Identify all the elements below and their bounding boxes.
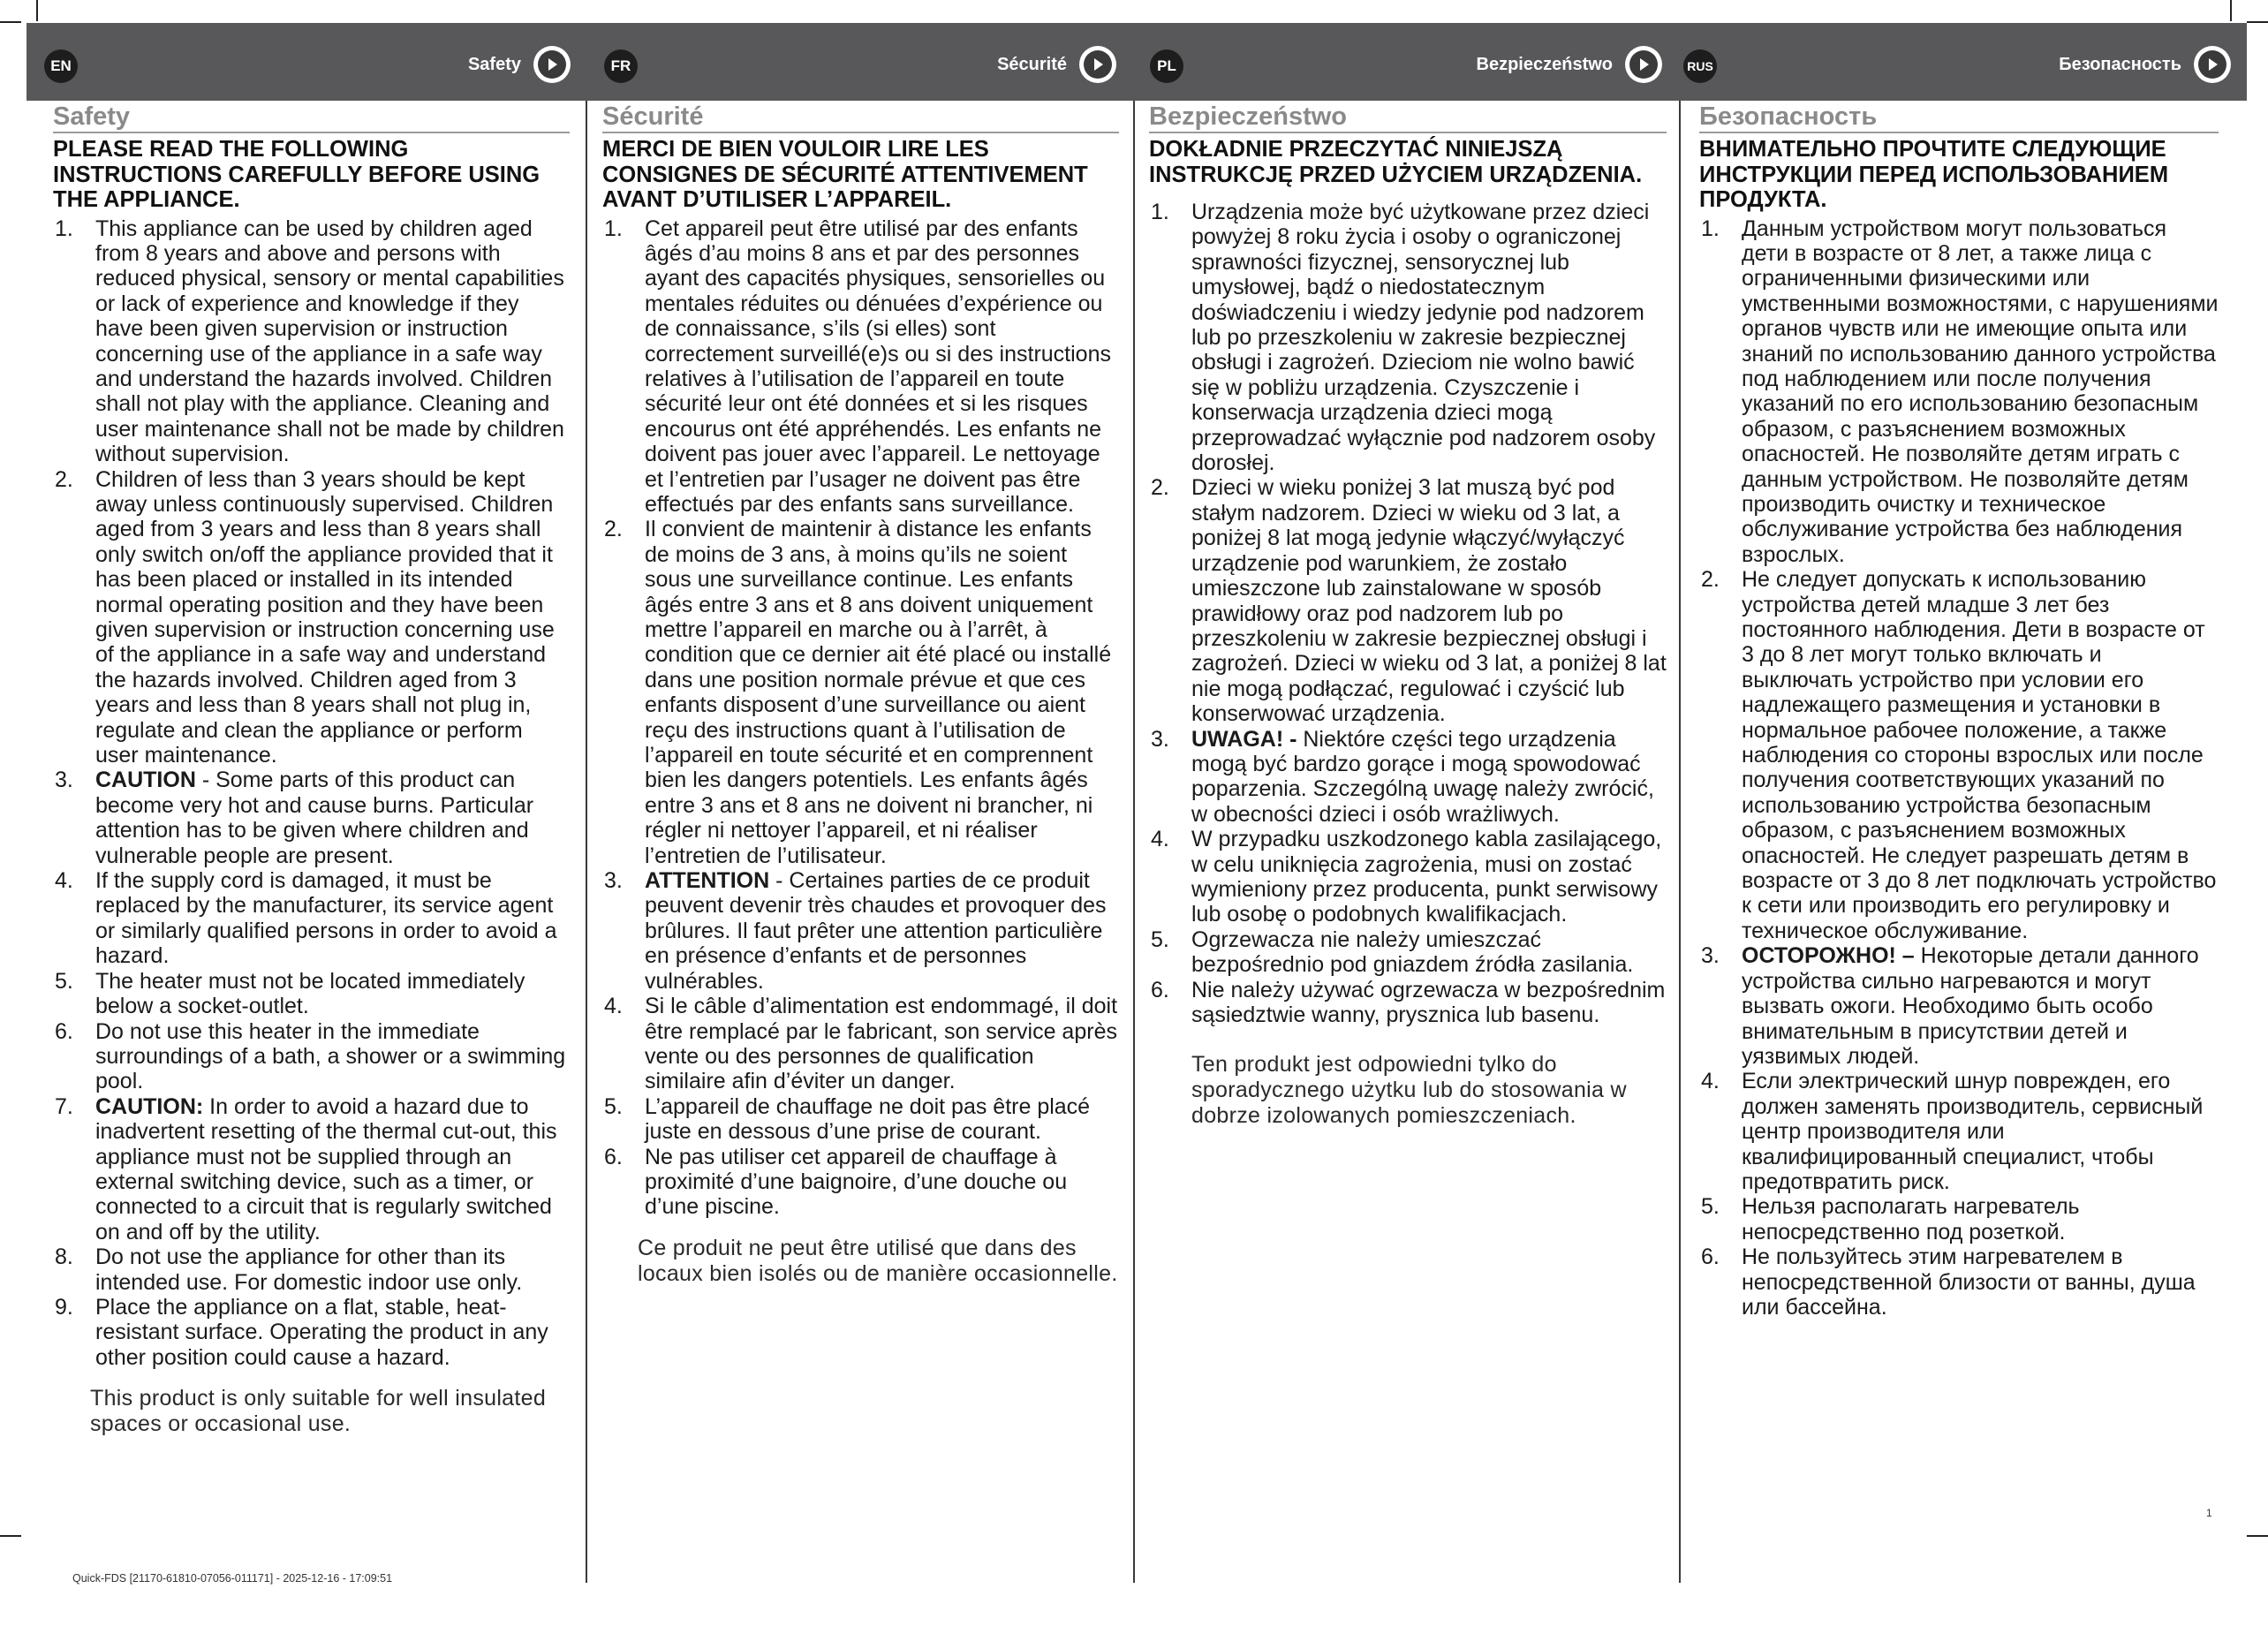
usage-note: Ce produit ne peut être utilisé que dans des locaux bien isolés ou de manière occasionnelle. bbox=[638, 1235, 1118, 1286]
intro-heading: PLEASE READ THE FOLLOWING INSTRUCTIONS CAREFULLY BEFORE USING THE APPLIANCE. bbox=[53, 137, 541, 212]
lang-badge: EN bbox=[44, 49, 78, 83]
list-item: 1. This appliance can be used by children aged from 8 years and above and persons with reduced physical, sensory or mental capabilities or lack of experience and knowledge if they have been given supervision or instruction concerning use of the appliance in a safe way and understand the hazards involved. Children shall not play with the appliance. Cleaning and user maintenance shall not be made by children without supervision. bbox=[55, 216, 564, 467]
instruction-list bbox=[1149, 200, 1667, 1027]
header-section-rus bbox=[1678, 23, 2247, 101]
list-item: 2. Dzieci w wieku poniżej 3 lat muszą być pod stałym nadzorem. Dzieci w wieku od 3 lat, a poniżej 8 lat mogą jedynie włączyć/wyłączyć urządzenie pod warunkiem, że zostało umieszczone lub zainstalowane w sposób prawidłowy oraz pod nadzorem lub po przeszkoleniu w zakresie bezpiecznej obsługi i zagrożeń. Dzieci w wieku od 3 lat, a poniżej 8 lat nie mogą podłączać, regulować i czyścić lub konserwować urządzenia. bbox=[1151, 475, 1667, 727]
lang-badge: RUS bbox=[1683, 49, 1717, 83]
crop-mark bbox=[0, 1535, 21, 1537]
list-item: 5. L’appareil de chauffage ne doit pas être placé juste en dessous d’une prise de courant. bbox=[604, 1093, 1091, 1145]
section-header-title: Safety bbox=[467, 55, 521, 74]
column-en bbox=[53, 101, 570, 1437]
list-item: 2. Children of less than 3 years should be kept away unless continuously supervised. Children aged from 3 years and less than 8 years shall only switch on/off the appliance provided that it has been placed or installed in its intended normal operating position and they have been given supervision or instruction concerning use of the appliance in a safe way and understand the hazards involved. Children aged from 3 years and less than 8 years shall not plug in, regulate and clean the appliance or perform user maintenance. bbox=[55, 466, 555, 768]
play-arrow-icon bbox=[1079, 46, 1116, 83]
header-bar bbox=[26, 23, 2247, 101]
list-item: 6. Не пользуйтесь этим нагревателем в непосредственной близости от ванны, душа или бассейна. bbox=[1701, 1244, 2196, 1320]
list-item: 4. If the supply cord is damaged, it must be replaced by the manufacturer, its service agent or similarly qualified persons in order to avoid a hazard. bbox=[55, 868, 557, 969]
list-item: 6. Do not use this heater in the immediate surroundings of a bath, a shower or a swimming pool. bbox=[55, 1018, 566, 1094]
list-item: 1. Urządzenia może być użytkowane przez dzieci powyżej 8 roku życia i osoby o ograniczonej sprawności fizycznej, sensorycznej lub umysłowej, bądź o niedostatecznym doświadczeniu i wiedzy jedynie pod nadzorem lub po przeszkoleniu w zakresie bezpiecznej obsługi i zagrożeń. Dzieciom nie wolno bawić się w pobliżu urządzenia. Czyszczenie i konserwacja urządzenia dzieci mogą przeprowadzać wyłącznie pod nadzorem osoby dorosłej. bbox=[1151, 200, 1656, 476]
list-item: 8. Do not use the appliance for other than its intended use. For domestic indoor use only. bbox=[55, 1244, 523, 1295]
crop-mark bbox=[2247, 1535, 2268, 1537]
crop-mark bbox=[2230, 0, 2232, 21]
instruction-list bbox=[1699, 216, 2219, 1320]
header-section-pl bbox=[1132, 23, 1678, 101]
column-title: Bezpieczeństwo bbox=[1149, 101, 1667, 133]
list-item: 3. ATTENTION - Certaines parties de ce produit peuvent devenir très chaudes et provoquer des brûlures. Il faut prêter une attention particulière en présence d’enfants et de personnes vulnérables. bbox=[604, 868, 1107, 994]
list-item: 6. Ne pas utiliser cet appareil de chauffage à proximité d’une baignoire, d’une douche ou d’une piscine. bbox=[604, 1144, 1068, 1220]
lang-badge: PL bbox=[1150, 49, 1183, 83]
list-item: 2. Не следует допускать к использованию устройства детей младше 3 лет без постоянного наблюдения. Дети в возрасте от 3 до 8 лет могут только включать и выключать устройство при условии его надлежащего размещения и установки в нормальное рабочее положение, а также наблюдения со стороны взрослых или после получения соответствующих указаний по использованию устройства безопасным образом, с разъяснением возможных опасностей. Не следует разрешать детям в возрасте от 3 до 8 лет подключать устройство к сети или производить его регулировку и техническое обслуживание. bbox=[1701, 567, 2217, 943]
column-divider bbox=[1133, 101, 1135, 1583]
column-divider bbox=[586, 101, 587, 1583]
list-item: 4. W przypadku uszkodzonego kabla zasilającego, w celu uniknięcia zagrożenia, musi on zostać wymieniony przez producenta, punkt serwisowy lub osobę o podobnych kwalifikacjach. bbox=[1151, 827, 1662, 927]
play-arrow-icon bbox=[1625, 46, 1662, 83]
crop-mark bbox=[0, 21, 21, 23]
list-item: 6. Nie należy używać ogrzewacza w bezpośrednim sąsiedztwie wanny, prysznica lub basenu. bbox=[1151, 977, 1666, 1027]
column-title: Safety bbox=[53, 101, 570, 133]
column-pl bbox=[1149, 101, 1667, 1129]
instruction-list bbox=[53, 216, 570, 1371]
list-item: 4. Si le câble d’alimentation est endommagé, il doit être remplacé par le fabricant, son service après vente ou des personnes de qualification similaire afin d’éviter un danger. bbox=[604, 994, 1118, 1094]
instruction-list bbox=[602, 216, 1119, 1220]
intro-heading: ВНИМАТЕЛЬНО ПРОЧТИТЕ СЛЕДУЮЩИЕ ИНСТРУКЦИИ ПЕРЕД ИСПОЛЬЗОВАНИЕМ ПРОДУКТА. bbox=[1699, 137, 2169, 212]
list-item: 9. Place the appliance on a flat, stable, heat-resistant surface. Operating the product in any other position could cause a hazard. bbox=[55, 1294, 548, 1370]
list-item: 1. Cet appareil peut être utilisé par des enfants âgés d’au moins 8 ans et par des personnes ayant des capacités physiques, sensorielles ou mentales réduites ou dénuées d’expérience ou de connaissance, s’ils (si elles) sont correctement surveillé(e)s ou si des instructions relatives à l’utilisation de l’appareil en toute sécurité leur ont été données et si les risques encourus ont été appréhendés. Les enfants ne doivent pas jouer avec l’appareil. Le nettoyage et l’entretien par l’usager ne doivent pas être effectués par des enfants sans surveillance. bbox=[604, 216, 1111, 517]
list-item: 2. Il convient de maintenir à distance les enfants de moins de 3 ans, à moins qu’ils ne soient sous une surveillance continue. Les enfants âgés entre 3 ans et 8 ans doivent uniquement mettre l’appareil en marche ou à l’arrêt, à condition que ce dernier ait été placé ou installé dans une position normale prévue et que ces enfants disposent d’une surveillance ou aient reçu des instructions quant à l’utilisation de l’appareil en toute sécurité et en comprennent bien les dangers potentiels. Les enfants âgés entre 3 ans et 8 ans ne doivent ni brancher, ni régler ni nettoyer l’appareil, et ni réaliser l’entretien de l’utilisateur. bbox=[604, 517, 1112, 868]
list-item: 4. Если электрический шнур поврежден, его должен заменять производитель, сервисный центр производителя или квалифицированный специалист, чтобы предотвратить риск. bbox=[1701, 1069, 2204, 1194]
section-header-title: Безопасность bbox=[2059, 55, 2181, 74]
list-item: 3. UWAGA! - Niektóre części tego urządzenia mogą być bardzo gorące i mogą spowodować poparzenia. Szczególną uwagę należy zwrócić, w obecności dzieci i osób wrażliwych. bbox=[1151, 726, 1654, 827]
list-item: 5. Нельзя располагать нагреватель непосредственно под розеткой. bbox=[1701, 1194, 2080, 1244]
list-item: 5. Ogrzewacza nie należy umieszczać bezpośrednio pod gniazdem źródła zasilania. bbox=[1151, 927, 1634, 978]
lang-badge: FR bbox=[604, 49, 638, 83]
play-arrow-icon bbox=[533, 46, 571, 83]
header-section-fr bbox=[586, 23, 1132, 101]
column-title: Sécurité bbox=[602, 101, 1119, 133]
section-header-title: Bezpieczeństwo bbox=[1476, 55, 1613, 74]
column-divider bbox=[1679, 101, 1681, 1583]
list-item: 7. CAUTION: In order to avoid a hazard due to inadvertent resetting of the thermal cut-out, this appliance must not be supplied through an external switching device, such as a timer, or connected to a circuit that is regularly switched on and off by the utility. bbox=[55, 1093, 557, 1244]
column-rus bbox=[1699, 101, 2219, 1320]
list-item: 3. CAUTION - Some parts of this product can become very hot and cause burns. Particular attention has to be given where children and vulnerable people are present. bbox=[55, 768, 534, 868]
crop-mark bbox=[36, 0, 38, 21]
crop-mark bbox=[2247, 21, 2268, 23]
intro-heading: DOKŁADNIE PRZECZYTAĆ NINIEJSZĄ INSTRUKCJĘ PRZED UŻYCIEM URZĄDZENIA. bbox=[1149, 137, 1643, 187]
play-arrow-icon bbox=[2194, 46, 2231, 83]
column-fr bbox=[602, 101, 1119, 1287]
list-item: 5. The heater must not be located immediately below a socket-outlet. bbox=[55, 968, 525, 1019]
section-header-title: Sécurité bbox=[997, 55, 1067, 74]
list-item: 1. Данным устройством могут пользоваться дети в возрасте от 8 лет, а также лица с ограниченными физическими или умственными возможностями, с нарушениями органов чувств или не имеющие опыта или знаний по использованию данного устройства под наблюдением или после получения указаний по его использованию безопасным образом, с разъяснением возможных опасностей. Не позволяйте детям играть с данным устройством. Не позволяйте детям производить очистку и техническое обслуживание устройства без наблюдения взрослых. bbox=[1701, 216, 2219, 567]
list-item: 3. ОСТОРОЖНО! – Некоторые детали данного устройства сильно нагреваются и могут вызвать ожоги. Необходимо быть особо внимательным в присутствии детей и уязвимых людей. bbox=[1701, 943, 2199, 1069]
header-section-en bbox=[26, 23, 586, 101]
document-footer: Quick-FDS [21170-61810-07056-011171] - 2025-12-16 - 17:09:51 bbox=[72, 1572, 393, 1585]
usage-note: Ten produkt jest odpowiedni tylko do sporadycznego użytku lub do stosowania w dobrze izolowanych pomieszczeniach. bbox=[1191, 1052, 1627, 1129]
intro-heading: MERCI DE BIEN VOULOIR LIRE LES CONSIGNES DE SÉCURITÉ ATTENTIVEMENT AVANT D’UTILISER L’APPAREIL. bbox=[602, 137, 1088, 212]
page-number: 1 bbox=[2206, 1507, 2212, 1519]
usage-note: This product is only suitable for well insulated spaces or occasional use. bbox=[90, 1386, 547, 1437]
column-title: Безопасность bbox=[1699, 101, 2219, 133]
